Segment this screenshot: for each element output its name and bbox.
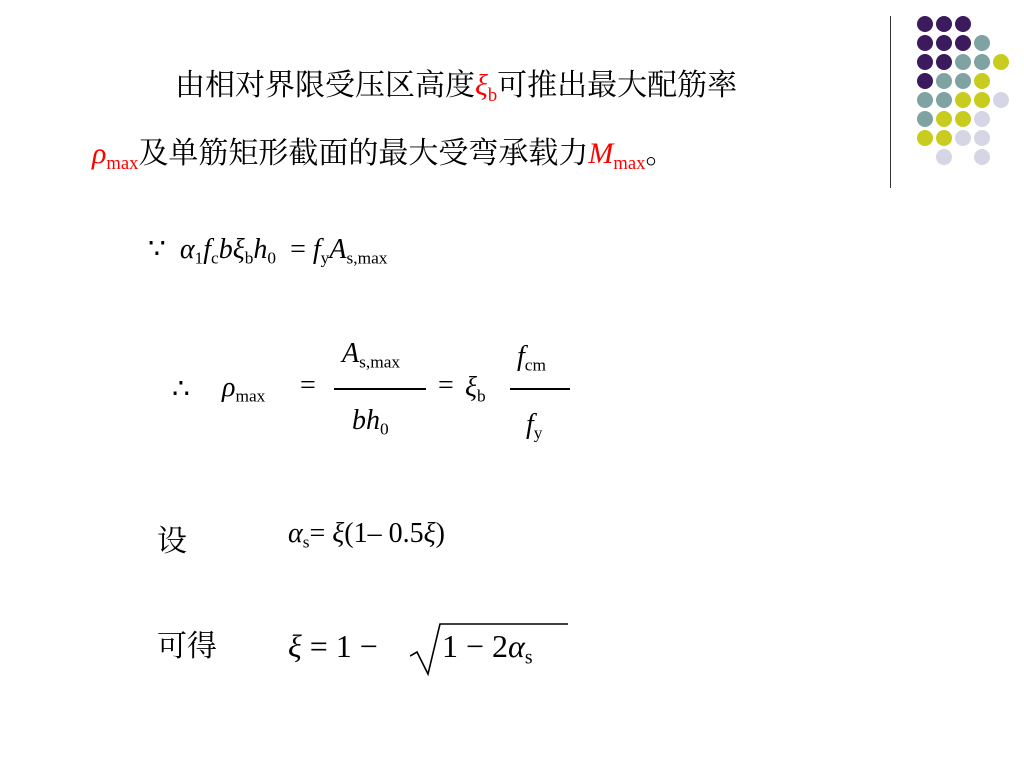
- decorative-dot: [993, 54, 1009, 70]
- decorative-dot: [955, 111, 971, 127]
- decorative-dot: [936, 149, 952, 165]
- decorative-dot: [974, 130, 990, 146]
- xi-b-symbol: $\xi_b$: [475, 69, 498, 106]
- decorative-dot: [917, 54, 933, 70]
- therefore-symbol: ∴: [172, 374, 190, 405]
- decorative-dot: [974, 35, 990, 51]
- decorative-dot: [974, 111, 990, 127]
- decorative-dot: [936, 16, 952, 32]
- intro-text-1b: 可推出最大配筋率: [497, 68, 738, 103]
- decorative-dot: [974, 73, 990, 89]
- decorative-dot: [955, 130, 971, 146]
- decorative-dot: [936, 130, 952, 146]
- decorative-dot: [955, 92, 971, 108]
- decorative-dot: [936, 111, 952, 127]
- intro-text-1: 由相对界限受压区高度: [175, 68, 475, 103]
- because-symbol: ∵: [148, 234, 166, 265]
- m-max-symbol: $M_{max}$: [588, 137, 646, 174]
- decorative-dot: [936, 35, 952, 51]
- decorative-dot: [955, 35, 971, 51]
- rho-max-symbol: $\rho_{max}$: [92, 137, 139, 174]
- decorative-dot: [955, 73, 971, 89]
- decorative-dot: [917, 35, 933, 51]
- equilibrium-equation: ∵ $\alpha_1f_cb\xi_bh_0 = f_yA_{s,max}$: [148, 234, 388, 268]
- decorative-dot: [974, 54, 990, 70]
- decorative-dot: [993, 92, 1009, 108]
- decorative-dot: [974, 149, 990, 165]
- intro-line-1: [175, 60, 737, 104]
- decorative-dot: [917, 92, 933, 108]
- decorative-dot: [917, 130, 933, 146]
- then-label: 可得: [157, 629, 217, 664]
- decorative-dot: [936, 54, 952, 70]
- decorative-dot: [936, 92, 952, 108]
- decorative-dot: [955, 16, 971, 32]
- decorative-dot: [974, 92, 990, 108]
- decorative-dot: [955, 54, 971, 70]
- decorative-dot: [917, 73, 933, 89]
- intro-text-2: 及单筋矩形截面的最大受弯承载力: [138, 136, 589, 171]
- decorative-dot: [917, 16, 933, 32]
- end-mark: 。: [645, 136, 676, 171]
- decorative-dot: [917, 111, 933, 127]
- intro-line-2: [92, 128, 675, 172]
- decorative-divider: [890, 16, 891, 188]
- set-label: 设: [157, 524, 187, 559]
- decorative-dot: [936, 73, 952, 89]
